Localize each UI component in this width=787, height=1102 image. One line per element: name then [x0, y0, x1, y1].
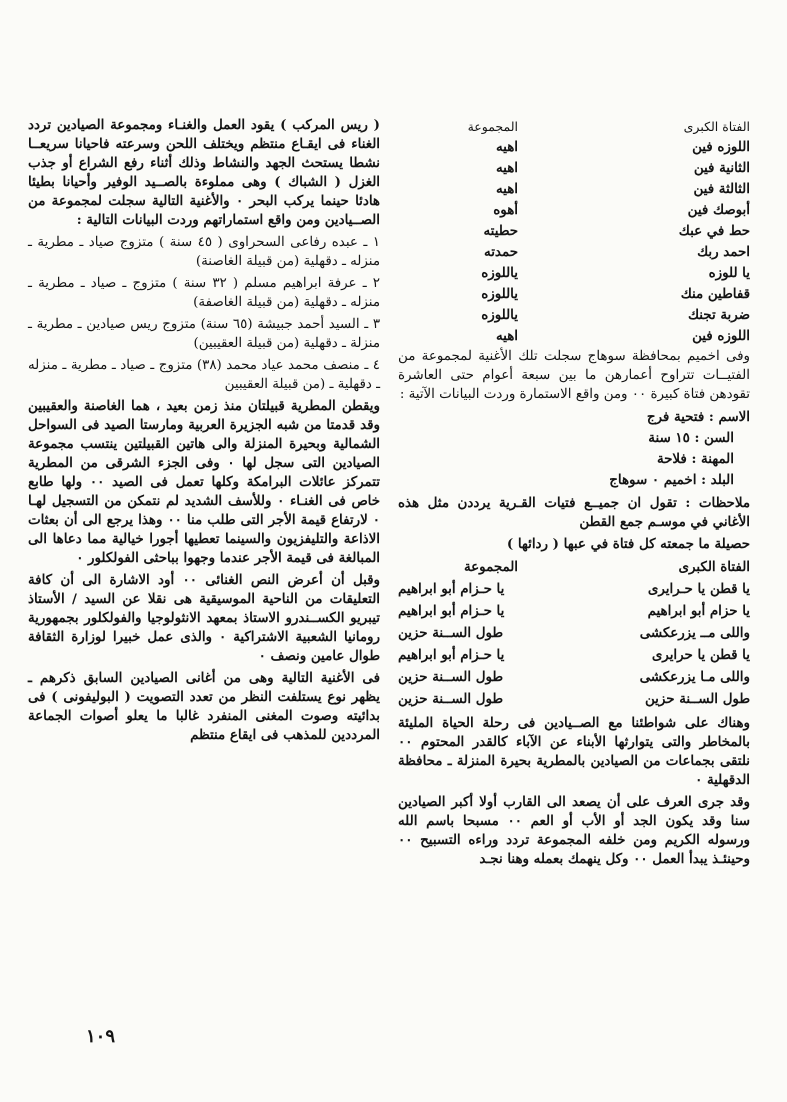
song1-chorus: اهيه [495, 181, 518, 197]
song1-chorus: اهيه [495, 160, 518, 176]
song1-row [398, 242, 750, 263]
song1-row [398, 158, 750, 179]
song2-chorus: طول الســنة حزين [398, 691, 504, 707]
song1-lead: يا للوزه [708, 265, 750, 281]
song1-row [398, 284, 750, 305]
lead-singer-heading: الفتاة الكبرى [678, 559, 750, 575]
song2-chorus: طول الســنة حزين [398, 625, 504, 641]
song1-row [398, 221, 750, 242]
song2-header [398, 557, 750, 578]
paragraph-akhmim-recording: وفى اخميم بمحافظة سوهاج سجلت تلك الأغنية لمجموعة من الفتيــات تتراوح أعمارهن ما بين سبعة أعوام حتى العاشرة تقودهن فتاة كبيرة ٠٠ ومن واقع الاستمارة وردت البيانات الآتية : [398, 349, 750, 402]
lead-singer-heading: الفتاة الكبرى [683, 119, 750, 134]
song2-row [398, 688, 750, 710]
song2-row [398, 600, 750, 622]
song2-lead: يا قطن يا حرايرى [651, 647, 750, 663]
page-number: ١٠٩ [86, 1026, 116, 1047]
field-age: السن : ١٥ سنة [648, 430, 734, 446]
song1-row [398, 326, 750, 347]
song1-lead: حط في عبك [678, 223, 750, 239]
notes-paragraph: ملاحظات : تقول ان جميــع فتيات القـرية يرددن مثل هذه الأغاني في موسـم جمع القطن [398, 495, 750, 530]
song2-row [398, 644, 750, 666]
song1-chorus: اهيه [495, 139, 518, 155]
song1-chorus: حطيته [483, 223, 518, 239]
boat-captain-paragraph: ( ريس المركب ) يقود العمل والغنـاء ومجموعة الصيادين تردد الغناء فى ايقـاع منتظم ويختلف اللحن وسرعته فاحيانا سريعــا نشطا يستحث الجهد والنشاط وذلك أثناء رفع الشراع أو جذب الغزل ( الشباك ) وهى مملوءة بالصــيد الوفير وأحيانا بطيئا هادئا حينما يركب البحر ٠ والأغنية التالية سجلت لمجموعة من الصــيادين ومن واقع استماراتهم وردت البيانات التالية : [28, 117, 380, 228]
musical-notes-paragraph: وقبل أن أعرض النص الغنائى ٠٠ أود الاشارة الى أن كافة التعليقات من الناحية الموسيقية هى نقلا عن السيد / الأستاذ تيبريو الكســندرو الاستاذ بمعهد الانثولوجيا والفولكلور بجمهورية رومانيا الشعبية الاشتراكية ٠ والذى عمل خبيرا لوزارة الثقافة طوال عامين ونصف ٠ [28, 572, 381, 664]
song1-lead: الثانية فين [693, 160, 750, 176]
informant-item: ٤ ـ منصف محمد عياد محمد (٣٨) متزوج ـ صياد ـ مطرية ـ منزله ـ دقهلية ـ (من قبيلة العقيبين [28, 358, 380, 392]
song1-row [398, 137, 750, 158]
song1-row [398, 263, 750, 284]
song1-chorus: حمدته [484, 244, 518, 260]
song1-lead: ضربة تجنك [687, 307, 750, 323]
song1-lead: قفاطين منك [680, 286, 750, 302]
song1-row [398, 179, 750, 200]
chorus-heading: المجموعة [463, 559, 518, 575]
informant-item: ١ ـ عبده رفاعى السحراوى ( ٤٥ سنة ) متزوج صياد ـ مطرية ـ منزله ـ دقهلية (من قبيلة الغاصنة) [28, 235, 380, 269]
song1-lead: اللوزه فين [692, 139, 750, 155]
song2-lead: واللى مــ يزرعكشى [639, 625, 750, 641]
left-column [28, 116, 380, 748]
song2-lead: طول الســنة حزين [644, 691, 750, 707]
fishermen-intro-paragraph: وهناك على شواطئنا مع الصــيادين فى رحلة الحياة المليئة بالمخاطر والتى يتوارثها الأبناء عن الآباء كالقدر المحتوم ٠٠ نلتقى بجماعات من الصيادين بالمطرية بحيرة المنزلة ـ محافظة الدقهلية ٠ [398, 715, 750, 788]
polyphony-paragraph: فى الأغنية التالية وهى من أغانى الصيادين السابق ذكرهم ـ يظهر نوع يستلفت النظر من تعدد التصويت ( البوليفونى ) فى بدائيته وصوت المغنى المنفرد غالبا ما يعلو أصوات الجماعة المرددين للمذهب فى ايقاع منتظم [28, 670, 380, 743]
informant-fields [398, 407, 750, 491]
song1-chorus: ياللوزه [481, 286, 518, 302]
song2-lead: يا حزام أبو ابراهيم [647, 603, 750, 619]
song1-header [398, 116, 750, 137]
tribes-paragraph: ويقطن المطرية قبيلتان منذ زمن بعيد ، هما الغاصنة والعقيبين وقد قدمتا من شبه الجزيرة العربية ومارستا الصيد فى السواحل الشمالية وبحيرة المنزلة والى هاتين القبيلتين ينتسب مجموعة الصيادين التى سجل لها ٠ وفى الجزء الشرقى من المطرية تتمركز عائلات البرامكة وكلها تعمل فى الصيد ٠٠ ولها طابع خاص فى الغنـاء ٠ وللأسف الشديد لم نتمكن من التسجيل لهـا ٠ لارتفاع قيمة الأجر التى طلب منا ٠٠ وهذا يرجع الى أن بعثات الاذاعة والتليفزيون والسينما تعطيها أجورا خيالية مما دعاها الى المبالغة فى قيمة الأجر عندما وجهوا بباحثى الفولكلور ٠ [28, 398, 380, 566]
song2-row [398, 578, 750, 600]
harvest-paragraph: حصيلة ما جمعته كل فتاة في عبها ( ردائها ) [506, 536, 750, 552]
field-occupation: المهنة : فلاحة [656, 451, 734, 467]
informant-item: ٢ ـ عرفة ابراهيم مسلم ( ٣٢ سنة ) متزوج ـ صياد ـ مطرية ـ منزله ـ دقهلية (من قبيلة الغاصفة) [28, 276, 380, 310]
song2-chorus: طول الســنة حزين [398, 669, 504, 685]
field-name: الاسم : فتحية فرج [646, 409, 750, 425]
field-town: البلد : اخميم ٠ سوهاج [609, 472, 734, 488]
song2-lead: يا قطن يا حـرايرى [647, 581, 750, 597]
song1-chorus: أهوه [493, 202, 518, 218]
song1-lead: اللوزه فين [692, 328, 750, 344]
song1-row [398, 305, 750, 326]
song1-lead: الثالثة فين [693, 181, 750, 197]
song2-lead: واللى مـا يزرعكشى [639, 669, 750, 685]
chorus-heading: المجموعة [467, 119, 518, 134]
boat-custom-paragraph: وقد جرى العرف على أن يصعد الى القارب أولا أكبر الصيادين سنا وقد يكون الجد أو الأب أو العم ٠٠ مسبحا باسم الله ورسوله الكريم ومن خلفه المجموعة تردد وراءه التسبيح ٠٠ وحينئـذ يبدأ العمل ٠٠ وكل ينهمك بعمله وهنا نجـد [398, 794, 750, 867]
song1-lead: احمد ربك [697, 244, 750, 260]
song1-chorus: اهيه [495, 328, 518, 344]
song2-row [398, 666, 750, 688]
right-column [398, 116, 750, 872]
song1-chorus: ياللوزه [481, 265, 518, 281]
song1-chorus: ياللوزه [481, 307, 518, 323]
song1-row [398, 200, 750, 221]
song2-chorus: يا حـزام أبو ابراهيم [398, 647, 505, 663]
informant-item: ٣ ـ السيد أحمد جبيشة (٦٥ سنة) متزوج ريس صيادين ـ مطرية ـ منزلة ـ دقهلية (من قبيلة العقيبين) [28, 317, 381, 351]
song2-row [398, 622, 750, 644]
song2-chorus: يا حـزام أبو ابراهيم [398, 603, 505, 619]
song2-chorus: يا حـزام أبو ابراهيم [398, 581, 505, 597]
song1-lead: أبوصك فين [687, 202, 750, 218]
